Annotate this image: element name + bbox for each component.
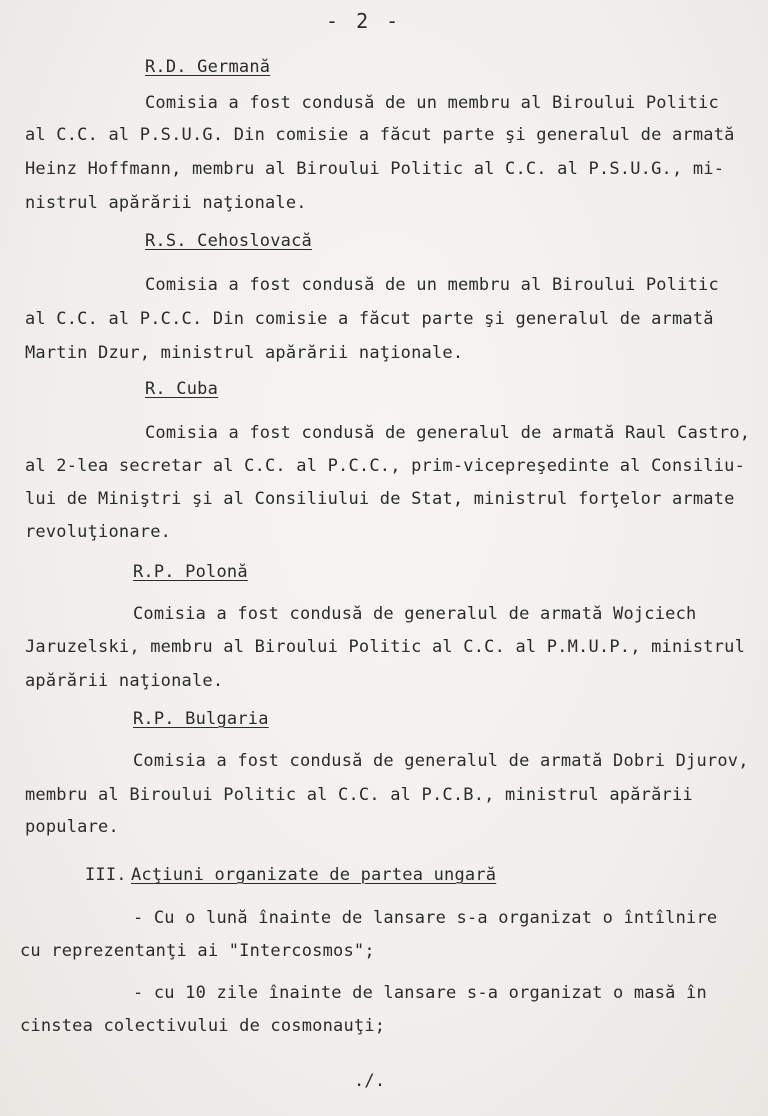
paragraph-line: Comisia a fost condusă de generalul de armată Dobri Djurov,: [133, 751, 749, 771]
paragraph-line: Jaruzelski, membru al Biroului Politic al C.C. al P.M.U.P., ministrul: [25, 637, 746, 657]
list-item-line: - cu 10 zile înainte de lansare s-a organizat o masă în: [133, 983, 707, 1003]
section-heading-rp-polona: R.P. Polonă: [133, 562, 248, 582]
section-heading-rp-bulgaria: R.P. Bulgaria: [133, 709, 269, 729]
paragraph-line: Comisia a fost condusă de generalul de armată Wojciech: [133, 604, 697, 624]
part-heading: Acţiuni organizate de partea ungară: [131, 865, 497, 885]
paragraph-line: Comisia a fost condusă de un membru al Biroului Politic: [145, 93, 719, 113]
list-item-line: cu reprezentanţi ai "Intercosmos";: [20, 941, 375, 961]
paragraph-line: al C.C. al P.C.C. Din comisie a făcut parte şi generalul de armată: [25, 309, 714, 329]
page-number: - 2 -: [326, 9, 402, 33]
paragraph-line: al C.C. al P.S.U.G. Din comisie a făcut parte şi generalul de armată: [25, 125, 735, 145]
paragraph-line: populare.: [25, 817, 119, 837]
paragraph-line: apărării naţionale.: [25, 671, 224, 691]
section-heading-rs-cehoslovaca: R.S. Cehoslovacă: [145, 231, 312, 251]
paragraph-line: Comisia a fost condusă de un membru al Biroului Politic: [145, 275, 719, 295]
paragraph-line: lui de Miniştri şi al Consiliului de Stat, ministrul forţelor armate: [25, 489, 735, 509]
paragraph-line: Martin Dzur, ministrul apărării naţionale.: [25, 343, 464, 363]
paragraph-line: membru al Biroului Politic al C.C. al P.C.B., ministrul apărării: [25, 785, 693, 805]
continuation-mark: ./.: [354, 1071, 386, 1091]
paragraph-line: Heinz Hoffmann, membru al Biroului Politic al C.C. al P.S.U.G., mi-: [25, 159, 725, 179]
part-number: III.: [85, 865, 127, 885]
paragraph-line: revoluţionare.: [25, 522, 172, 542]
list-item-line: cinstea colectivului de cosmonauţi;: [20, 1016, 386, 1036]
paragraph-line: nistrul apărării naţionale.: [25, 193, 307, 213]
paragraph-line: al 2-lea secretar al C.C. al P.C.C., prim-vicepreşedinte al Consiliu-: [25, 456, 746, 476]
section-heading-rd-germana: R.D. Germană: [145, 57, 271, 77]
list-item-line: - Cu o lună înainte de lansare s-a organizat o întîlnire: [133, 908, 718, 928]
paragraph-line: Comisia a fost condusă de generalul de armată Raul Castro,: [145, 423, 751, 443]
section-heading-r-cuba: R. Cuba: [145, 379, 219, 399]
